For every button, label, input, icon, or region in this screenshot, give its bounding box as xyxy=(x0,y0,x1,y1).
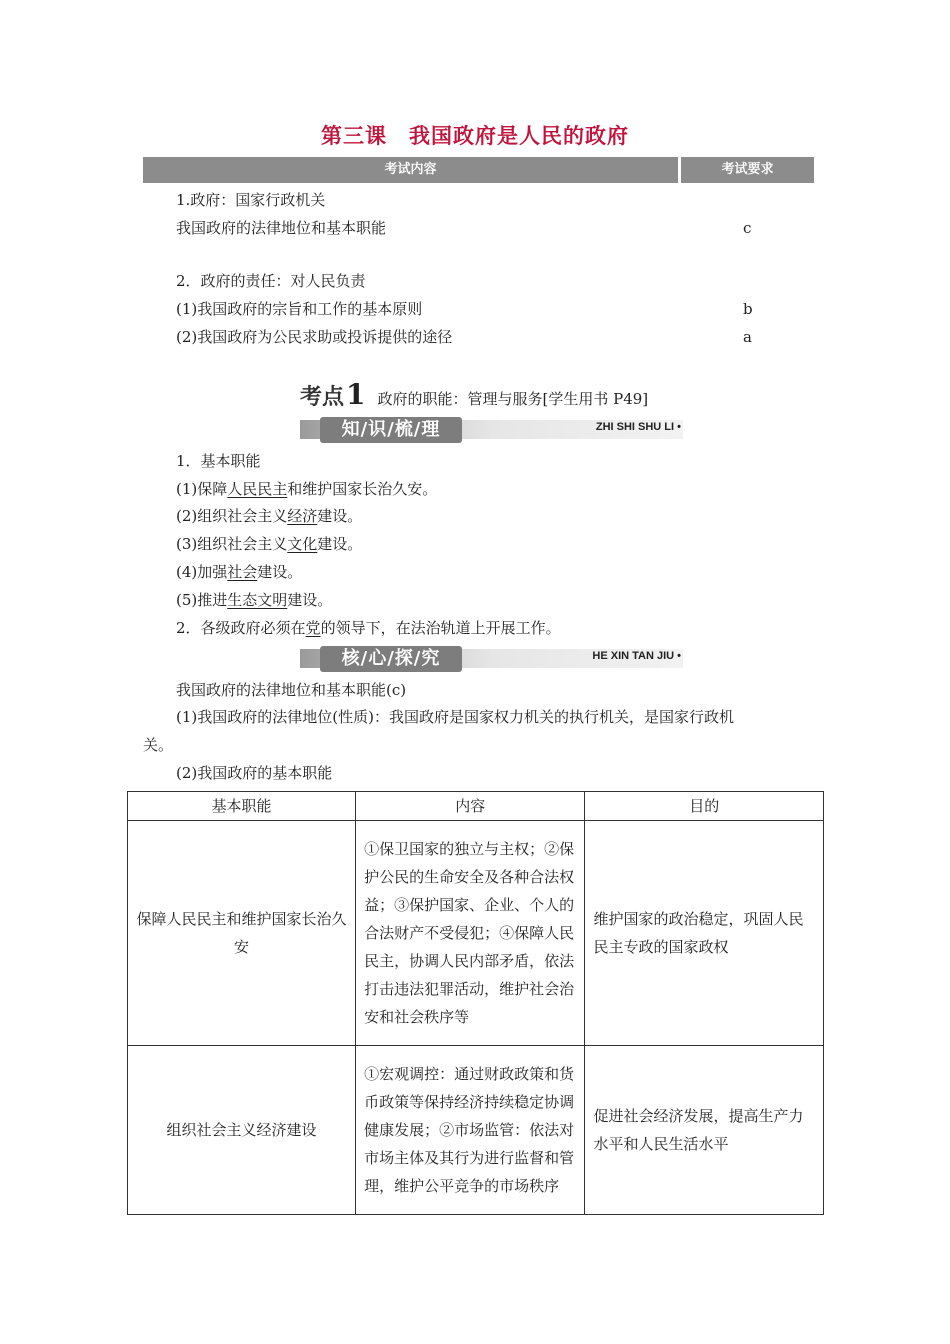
table-row xyxy=(128,1046,824,1215)
requirement-row: 1.政府：国家行政机关 xyxy=(176,191,326,209)
core-banner xyxy=(300,646,683,672)
table-header: 目的 xyxy=(585,792,824,821)
core-paragraph-cont: 关。 xyxy=(143,736,174,754)
knowledge-subitem: (4)加强社会建设。 xyxy=(176,563,303,581)
content-cell: ①保卫国家的独立与主权；②保护公民的生命安全及各种合法权益；③保护国家、企业、个人的合法财产不受侵犯；④保障人民民主，协调人民内部矛盾，依法打击违法犯罪活动，维护社会治安和社会秩序等 xyxy=(356,821,585,1046)
exam-requirement-header: 考试要求 xyxy=(681,157,814,183)
table-row xyxy=(128,821,824,1046)
requirement-level: a xyxy=(743,328,752,346)
table-header: 基本职能 xyxy=(128,792,356,821)
requirement-row: (1)我国政府的宗旨和工作的基本原则 xyxy=(176,300,423,318)
knowledge-subitem: (1)保障人民民主和维护国家长治久安。 xyxy=(176,480,438,498)
requirement-row: 2．政府的责任：对人民负责 xyxy=(176,272,366,290)
section-number: 1 xyxy=(346,378,366,411)
content-cell: ①宏观调控：通过财政政策和货币政策等保持经济持续稳定协调健康发展；②市场监管：依法对市场主体及其行为进行监督和管理，维护公平竞争的市场秩序 xyxy=(356,1046,585,1215)
section-title: 政府的职能：管理与服务[学生用书 P49] xyxy=(377,390,649,408)
knowledge-banner xyxy=(300,417,683,443)
banner-pinyin: HE XIN TAN JIU • xyxy=(592,650,681,662)
exam-content-header: 考试内容 xyxy=(143,157,678,183)
purpose-cell: 维护国家的政治稳定，巩固人民民主专政的国家政权 xyxy=(585,821,824,1046)
function-cell: 保障人民民主和维护国家长治久安 xyxy=(128,821,356,1046)
knowledge-item: 1．基本职能 xyxy=(176,452,261,470)
purpose-cell: 促进社会经济发展，提高生产力水平和人民生活水平 xyxy=(585,1046,824,1215)
requirement-level: c xyxy=(743,219,752,237)
banner-pinyin: ZHI SHI SHU LI • xyxy=(595,421,681,433)
core-paragraph: (1)我国政府的法律地位(性质)：我国政府是国家权力机关的执行机关，是国家行政机 xyxy=(176,708,734,726)
page-title xyxy=(0,120,950,150)
requirement-row: 我国政府的法律地位和基本职能 xyxy=(176,219,387,237)
lesson-name: 我国政府是人民的政府 xyxy=(409,124,629,148)
table-header-row xyxy=(128,792,824,821)
knowledge-item: 2．各级政府必须在党的领导下，在法治轨道上开展工作。 xyxy=(176,619,561,637)
banner-label: 知/识/梳/理 xyxy=(320,417,462,443)
core-heading: 我国政府的法律地位和基本职能(c) xyxy=(176,681,407,699)
functions-table xyxy=(127,791,824,1215)
section-heading xyxy=(300,378,648,411)
section-label: 考点 xyxy=(300,385,345,410)
core-subheading: (2)我国政府的基本职能 xyxy=(176,764,333,782)
requirement-row: (2)我国政府为公民求助或投诉提供的途径 xyxy=(176,328,453,346)
banner-label: 核/心/探/究 xyxy=(320,646,462,672)
lesson-number: 第三课 xyxy=(321,124,387,148)
requirement-level: b xyxy=(743,300,753,318)
knowledge-subitem: (3)组织社会主义文化建设。 xyxy=(176,535,363,553)
knowledge-subitem: (2)组织社会主义经济建设。 xyxy=(176,507,363,525)
table-header: 内容 xyxy=(356,792,585,821)
knowledge-subitem: (5)推进生态文明建设。 xyxy=(176,591,333,609)
function-cell: 组织社会主义经济建设 xyxy=(128,1046,356,1215)
